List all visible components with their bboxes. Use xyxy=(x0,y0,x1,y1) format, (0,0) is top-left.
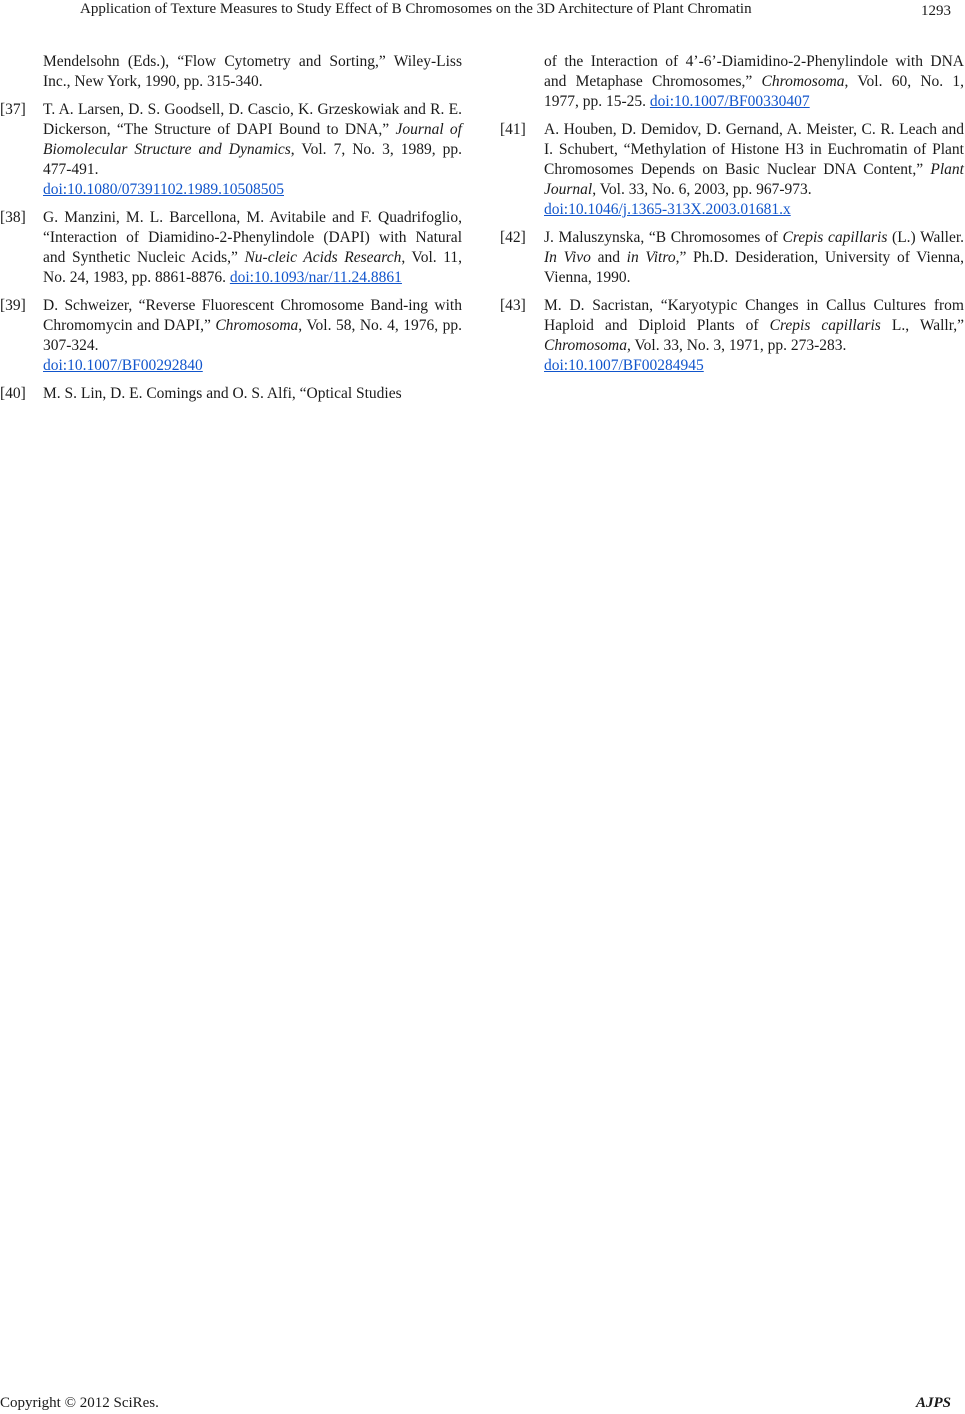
journal-title: Chromosoma xyxy=(761,73,845,90)
reference-text: J. Maluszynska, “B Chromosomes of xyxy=(544,229,783,246)
running-title: Application of Texture Measures to Study Effect of B Chromosomes on the 3D Architecture of Plant Chromatin xyxy=(80,1,752,17)
reference-text: T. A. Larsen, D. S. Goodsell, D. Cascio, K. Grzeskowiak and R. E. Dickerson, “The Structure of DAPI Bound to DNA,” xyxy=(43,101,462,138)
reference-number: [37] xyxy=(0,101,26,118)
reference-text: ,” Ph.D. Desideration, University of Vienna, Vienna, 1990. xyxy=(544,249,964,286)
reference-details: , Vol. 7, No. 3, 1989, pp. 477-491. xyxy=(43,141,462,178)
reference-number: [38] xyxy=(0,209,26,226)
reference-37 xyxy=(0,100,462,200)
reference-39 xyxy=(0,296,462,376)
reference-41 xyxy=(500,120,964,220)
doi-link[interactable]: doi:10.1007/BF00292840 xyxy=(43,357,203,374)
reference-continuation xyxy=(500,52,964,112)
doi-link[interactable]: doi:10.1093/nar/11.24.8861 xyxy=(229,269,402,286)
reference-number: [43] xyxy=(500,297,526,314)
species-name: Crepis capillaris xyxy=(769,317,881,334)
right-column xyxy=(500,52,964,384)
journal-title: Journal of Biomolecular Structure and Dynamics xyxy=(43,121,462,158)
reference-38 xyxy=(0,208,462,288)
reference-continuation xyxy=(0,52,462,92)
left-column xyxy=(0,52,462,412)
journal-title: Chromosoma xyxy=(215,317,299,334)
reference-number: [40] xyxy=(0,385,26,402)
reference-details: , Vol. 11, No. 24, 1983, pp. 8861-8876. xyxy=(43,249,462,286)
reference-text: A. Houben, D. Demidov, D. Gernand, A. Meister, C. R. Leach and I. Schubert, “Methylation of Histone H3 in Euchromatin of Plant Chromosomes Depends on Basic Nuclear DNA Content,” xyxy=(544,121,964,178)
reference-43 xyxy=(500,296,964,376)
reference-text: M. D. Sacristan, “Karyotypic Changes in Callus Cultures from Haploid and Diploid Plants of xyxy=(544,297,964,334)
doi-link[interactable]: doi:10.1046/j.1365-313X.2003.01681.x xyxy=(544,201,791,218)
reference-text: M. S. Lin, D. E. Comings and O. S. Alfi, “Optical Studies xyxy=(43,385,402,402)
reference-text: (L.) Waller. xyxy=(887,229,965,246)
reference-number: [41] xyxy=(500,121,526,138)
reference-number: [42] xyxy=(500,229,526,246)
page-header xyxy=(40,0,951,24)
reference-text: Mendelsohn (Eds.), “Flow Cytometry and Sorting,” Wiley-Liss Inc., New York, 1990, pp. 315-340. xyxy=(43,53,462,90)
copyright-notice: Copyright © 2012 SciRes. xyxy=(0,1395,159,1411)
journal-abbreviation: AJPS xyxy=(915,1395,951,1411)
reference-details: , Vol. 33, No. 3, 1971, pp. 273-283. xyxy=(626,337,847,354)
species-name: Crepis capillaris xyxy=(782,229,888,246)
reference-40 xyxy=(0,384,462,404)
reference-details: , Vol. 33, No. 6, 2003, pp. 967-973. xyxy=(592,181,812,198)
journal-title: Plant Journal xyxy=(544,161,964,198)
italic-term: in Vitro xyxy=(626,249,676,266)
reference-42 xyxy=(500,228,964,288)
reference-text: and xyxy=(590,249,627,266)
doi-link[interactable]: doi:10.1007/BF00330407 xyxy=(649,93,810,110)
journal-title: Nu-cleic Acids Research xyxy=(244,249,402,266)
reference-number: [39] xyxy=(0,297,26,314)
reference-text: D. Schweizer, “Reverse Fluorescent Chromosome Band-ing with Chromomycin and DAPI,” xyxy=(43,297,462,334)
italic-term: In Vivo xyxy=(544,249,591,266)
reference-details: , Vol. 58, No. 4, 1976, pp. 307-324. xyxy=(43,317,462,354)
doi-link[interactable]: doi:10.1080/07391102.1989.10508505 xyxy=(43,181,284,198)
reference-text: of the Interaction of 4’-6’-Diamidino-2-Phenylindole with DNA and Metaphase Chromosomes,” xyxy=(544,53,964,90)
reference-text: L., Wallr,” xyxy=(880,317,964,334)
doi-link[interactable]: doi:10.1007/BF00284945 xyxy=(544,357,704,374)
journal-title: Chromosoma xyxy=(544,337,627,354)
reference-details: , Vol. 60, No. 1, 1977, pp. 15-25. xyxy=(544,73,964,110)
page-number: 1293 xyxy=(921,3,951,19)
reference-text: G. Manzini, M. L. Barcellona, M. Avitabile and F. Quadrifoglio, “Interaction of Diamidino-2-Phenylindole (DAPI) with Natural and Synthetic Nucleic Acids,” xyxy=(43,209,462,266)
